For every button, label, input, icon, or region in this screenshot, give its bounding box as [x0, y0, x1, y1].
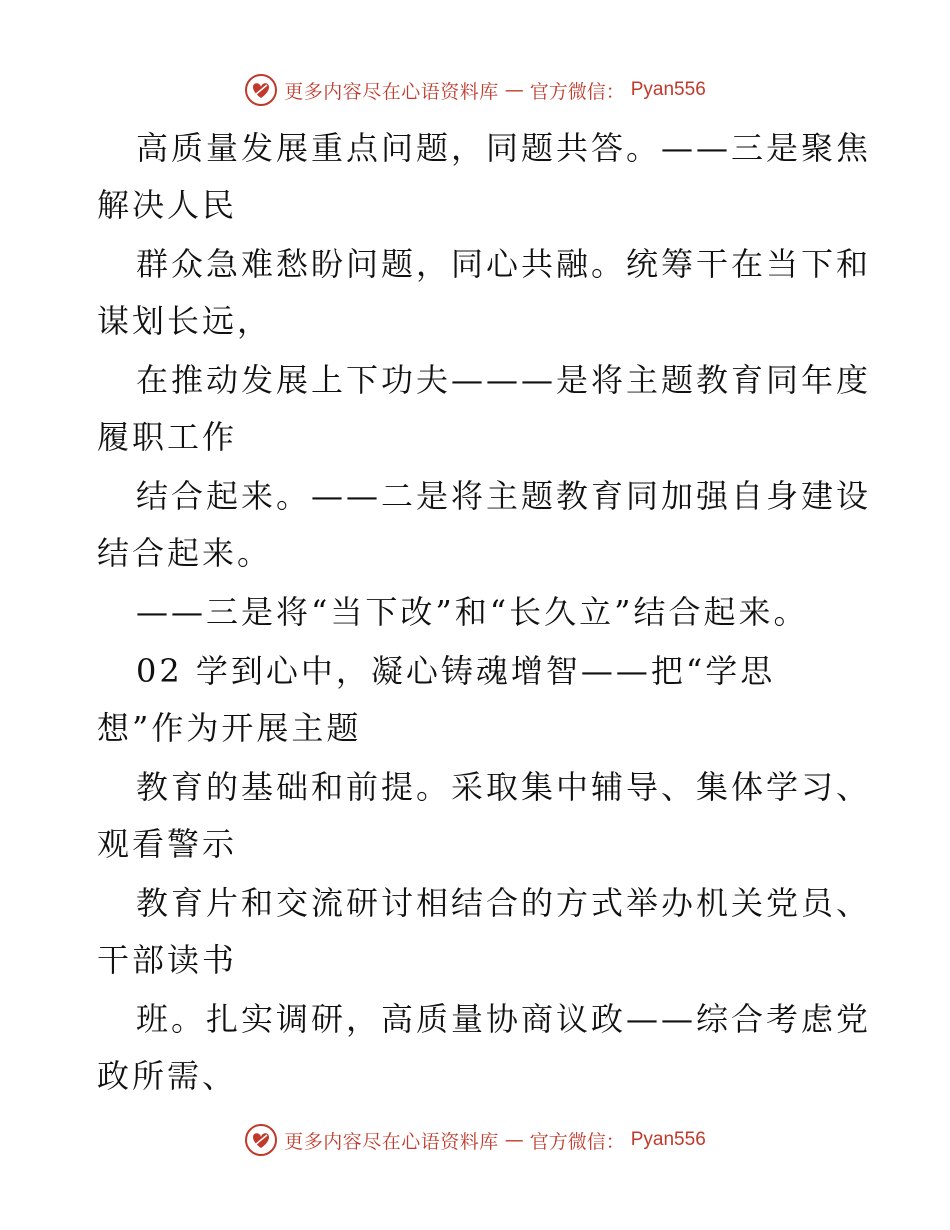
- body-line: 谋划长远，: [97, 302, 273, 340]
- body-line: 教育的基础和前提。采取集中辅导、集体学习、: [136, 768, 872, 806]
- body-line: 想”作为开展主题: [97, 709, 362, 747]
- banner-contact-id: Pyan556: [630, 1129, 706, 1150]
- body-line: 结合起来。: [97, 534, 273, 572]
- banner-contact-label: 官方微信：: [529, 1130, 625, 1153]
- body-line: 干部读书: [97, 941, 238, 979]
- body-line: 高质量发展重点问题，同题共答。——三是聚焦: [136, 129, 872, 167]
- banner-separator: —: [504, 1129, 524, 1151]
- body-line: 班。扎实调研，高质量协商议政——综合考虑党: [136, 1000, 872, 1038]
- body-line: ——三是将“当下改”和“长久立”结合起来。: [136, 593, 809, 631]
- banner-contact-id: Pyan556: [630, 79, 706, 100]
- header-banner: [0, 70, 950, 110]
- body-line: 在推动发展上下功夫———是将主题教育同年度: [136, 361, 872, 399]
- body-line: 教育片和交流研讨相结合的方式举办机关党员、: [136, 884, 872, 922]
- heart-book-logo-icon: [244, 73, 278, 107]
- body-line: 政所需、: [97, 1057, 238, 1095]
- body-line: 履职工作: [97, 418, 238, 456]
- body-line: 群众急难愁盼问题，同心共融。统筹干在当下和: [136, 245, 872, 283]
- footer-banner: [0, 1120, 950, 1160]
- banner-contact-label: 官方微信：: [529, 80, 625, 103]
- body-line: 02 学到心中，凝心铸魂增智——把“学思: [136, 652, 776, 690]
- banner-title: 更多内容尽在心语资料库: [284, 1130, 499, 1153]
- banner-separator: —: [504, 79, 524, 101]
- body-line: 结合起来。——二是将主题教育同加强自身建设: [136, 477, 872, 515]
- body-line: 观看警示: [97, 825, 238, 863]
- body-line: 解决人民: [97, 186, 238, 224]
- heart-book-logo-icon: [244, 1123, 278, 1157]
- banner-title: 更多内容尽在心语资料库: [284, 80, 499, 103]
